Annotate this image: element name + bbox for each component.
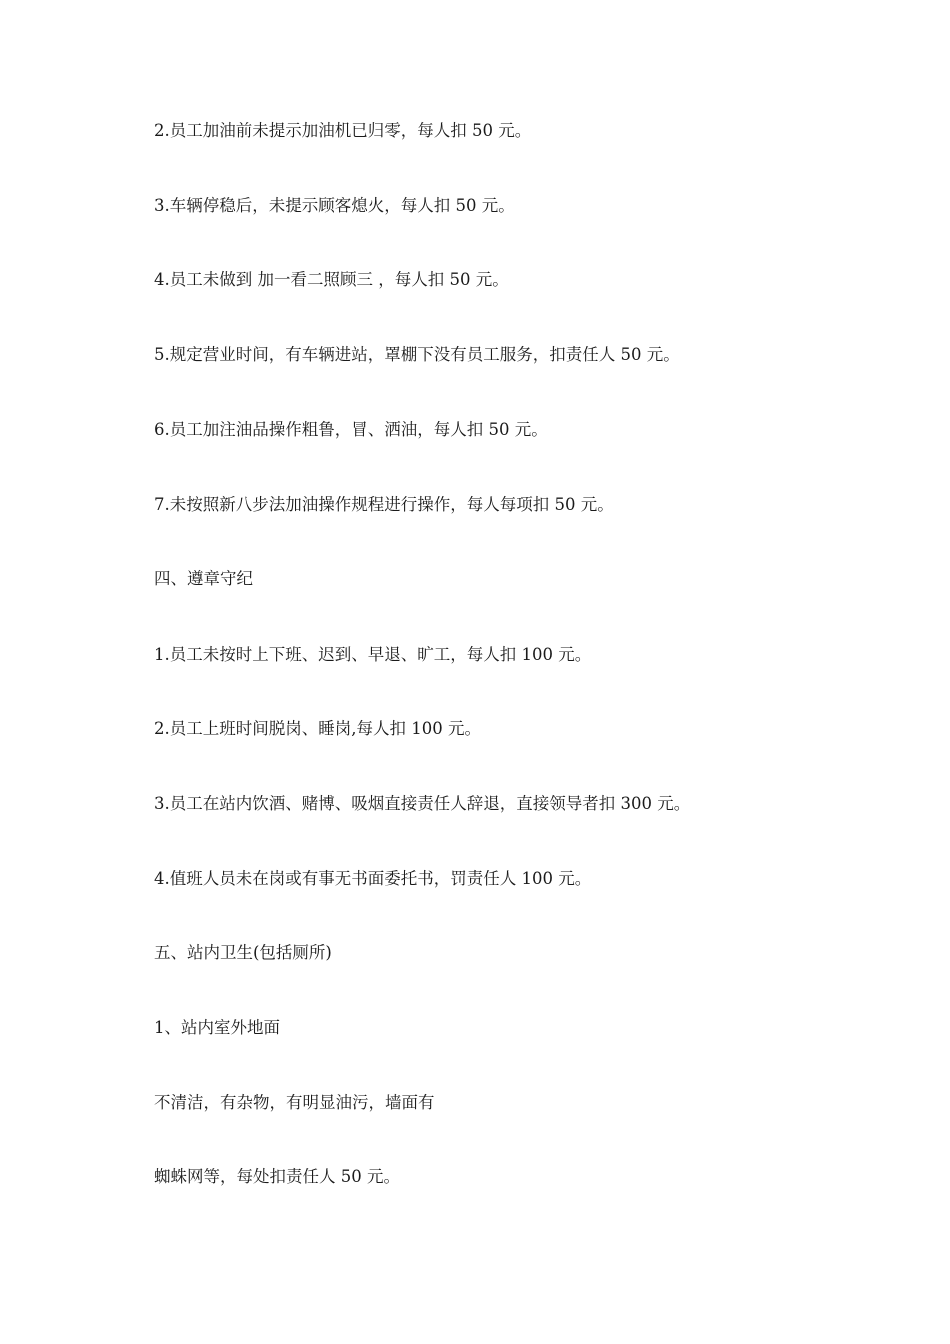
rule-4-service-standard: 4.员工未做到 加一看二照顾三 ，每人扣 50 元。	[154, 270, 509, 289]
rule-3-engine-off: 3.车辆停稳后，未提示顾客熄火，每人扣 50 元。	[154, 196, 515, 215]
rule-6-rough-operation: 6.员工加注油品操作粗鲁，冒、洒油，每人扣 50 元。	[154, 420, 548, 439]
rule-2-oil-reset: 2.员工加油前未提示加油机已归零，每人扣 50 元。	[154, 121, 532, 140]
discipline-rule-2: 2.员工上班时间脱岗、睡岗,每人扣 100 元。	[154, 719, 481, 738]
rule-5-business-hours: 5.规定营业时间，有车辆进站，罩棚下没有员工服务，扣责任人 50 元。	[154, 345, 680, 364]
discipline-rule-4: 4.值班人员未在岗或有事无书面委托书，罚责任人 100 元。	[154, 869, 592, 888]
hygiene-item-1: 1、站内室外地面	[154, 1018, 280, 1037]
hygiene-item-1-text-a: 不清洁，有杂物，有明显油污，墙面有	[154, 1093, 435, 1112]
discipline-rule-3: 3.员工在站内饮酒、赌博、吸烟直接责任人辞退，直接领导者扣 300 元。	[154, 794, 691, 813]
section-heading-discipline: 四、遵章守纪	[154, 569, 253, 588]
section-heading-hygiene: 五、站内卫生(包括厕所)	[154, 943, 332, 962]
rule-7-eight-steps: 7.未按照新八步法加油操作规程进行操作，每人每项扣 50 元。	[154, 495, 614, 514]
discipline-rule-1: 1.员工未按时上下班、迟到、早退、旷工，每人扣 100 元。	[154, 645, 592, 664]
hygiene-item-1-text-b: 蜘蛛网等，每处扣责任人 50 元。	[154, 1167, 400, 1186]
